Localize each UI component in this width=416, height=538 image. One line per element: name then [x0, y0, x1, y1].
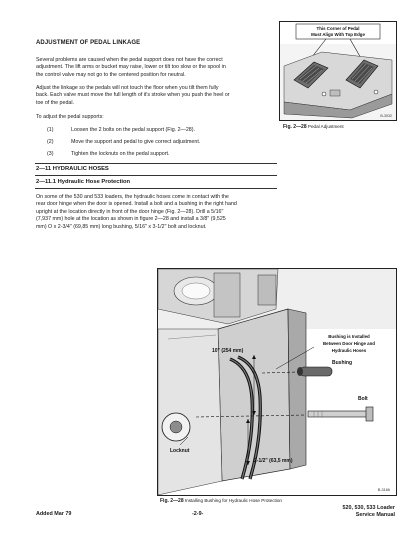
figure-part-number: B-3166	[377, 488, 390, 492]
pedal-paragraph-1	[36, 57, 271, 79]
section-rule	[35, 188, 277, 189]
step-number: (3)	[47, 151, 54, 157]
callout-line: This Corner of Pedal	[316, 26, 360, 31]
pedal-figure-caption	[283, 124, 344, 130]
pedal-heading: ADJUSTMENT OF PEDAL LINKAGE	[36, 40, 141, 46]
pedal-intro: To adjust the pedal supports:	[36, 114, 104, 120]
dimension-label-top: 10" (254 mm)	[212, 348, 244, 354]
dimension-label-bottom: 2-1/2" (63,5 mm)	[254, 458, 293, 464]
callout-line: Hydraulic Hoses	[331, 348, 367, 353]
section-rule	[35, 163, 277, 164]
pedal-step	[47, 139, 200, 146]
text-line: toe of the pedal.	[36, 99, 74, 106]
step-text: Tighten the locknuts on the pedal support.	[71, 151, 170, 157]
text-line: On some of the 530 and 533 loaders, the hydraulic hoses come in contact with the	[36, 194, 229, 200]
text-line: the control valve may not go to the centered position for neutral.	[36, 71, 186, 78]
caption-number: Fig. 2—28	[283, 124, 307, 130]
footer-date: Added Mar 79	[36, 511, 72, 517]
pedal-illustration	[280, 22, 396, 120]
locknut-label: Locknut	[170, 448, 190, 454]
caption-number: Fig. 2—28	[160, 498, 184, 504]
page-number: -2-9-	[192, 511, 204, 517]
text-line: Several problems are caused when the pedal support does not have the correct	[36, 57, 223, 63]
footer-manual-title	[343, 505, 395, 519]
bushing-part	[297, 367, 332, 376]
footer-model-line: 520, 530, 533 Loader	[342, 505, 395, 511]
callout-line: Bushing is Installed	[328, 334, 370, 339]
text-line: back. Each valve must move the full length of it's stroke when you push the heel or	[36, 92, 230, 99]
text-line: Adjust the linkage so the pedals will not touch the floor when you tilt them fully	[36, 85, 219, 91]
figure-part-number: B-3032	[380, 114, 392, 118]
pedal-step	[47, 151, 169, 158]
section-rule	[35, 175, 277, 176]
step-text: Move the support and pedal to give correct adjustment.	[71, 139, 201, 145]
step-number: (1)	[47, 127, 54, 133]
step-number: (2)	[47, 139, 54, 145]
caption-text: Pedal Adjustment	[307, 124, 344, 129]
text-line: mm) O x 2-3/4" (69,85 mm) long bushing, 5/16" x 3-1/2" bolt and locknut.	[36, 223, 207, 230]
text-line: (7,937 mm) hole at the location as shown in figure 2—28 and install a 3/8" (9,525	[36, 216, 226, 223]
text-line: adjustment. The lift arms or bucket may raise, lower or tilt too slow or the spool in	[36, 64, 226, 71]
callout-line: Must Align With Top Edge	[311, 32, 365, 37]
step-text: Loosen the 2 bolts on the pedal support (Fig. 2—28).	[71, 127, 195, 133]
bushing-figure	[157, 268, 397, 496]
pedal-step	[47, 127, 195, 134]
footer-manual-line: Service Manual	[355, 512, 395, 518]
bushing-illustration	[158, 269, 396, 495]
pedal-paragraph-2	[36, 85, 271, 107]
pedal-figure	[279, 21, 397, 121]
caption-text: Installing Bushing for Hydraulic Hose Protection	[184, 498, 282, 503]
hoses-paragraph	[36, 194, 276, 231]
subsection-heading: 2—11.1 Hydraulic Hose Protection	[36, 179, 131, 185]
bushing-label: Bushing	[332, 360, 352, 366]
section-heading: 2—11 HYDRAULIC HOSES	[36, 166, 109, 172]
text-line: rear door hinge when the door is opened. Install a bolt and a bushing in the right hand	[36, 201, 237, 208]
callout-line: Between Door Hinge and	[323, 341, 375, 346]
bolt-label: Bolt	[358, 396, 368, 402]
bushing-figure-caption	[160, 498, 282, 504]
bolt-part	[308, 407, 373, 421]
text-line: upright at the location directly in front of the door hinge (Fig. 2—28). Drill a 5/16"	[36, 208, 224, 215]
